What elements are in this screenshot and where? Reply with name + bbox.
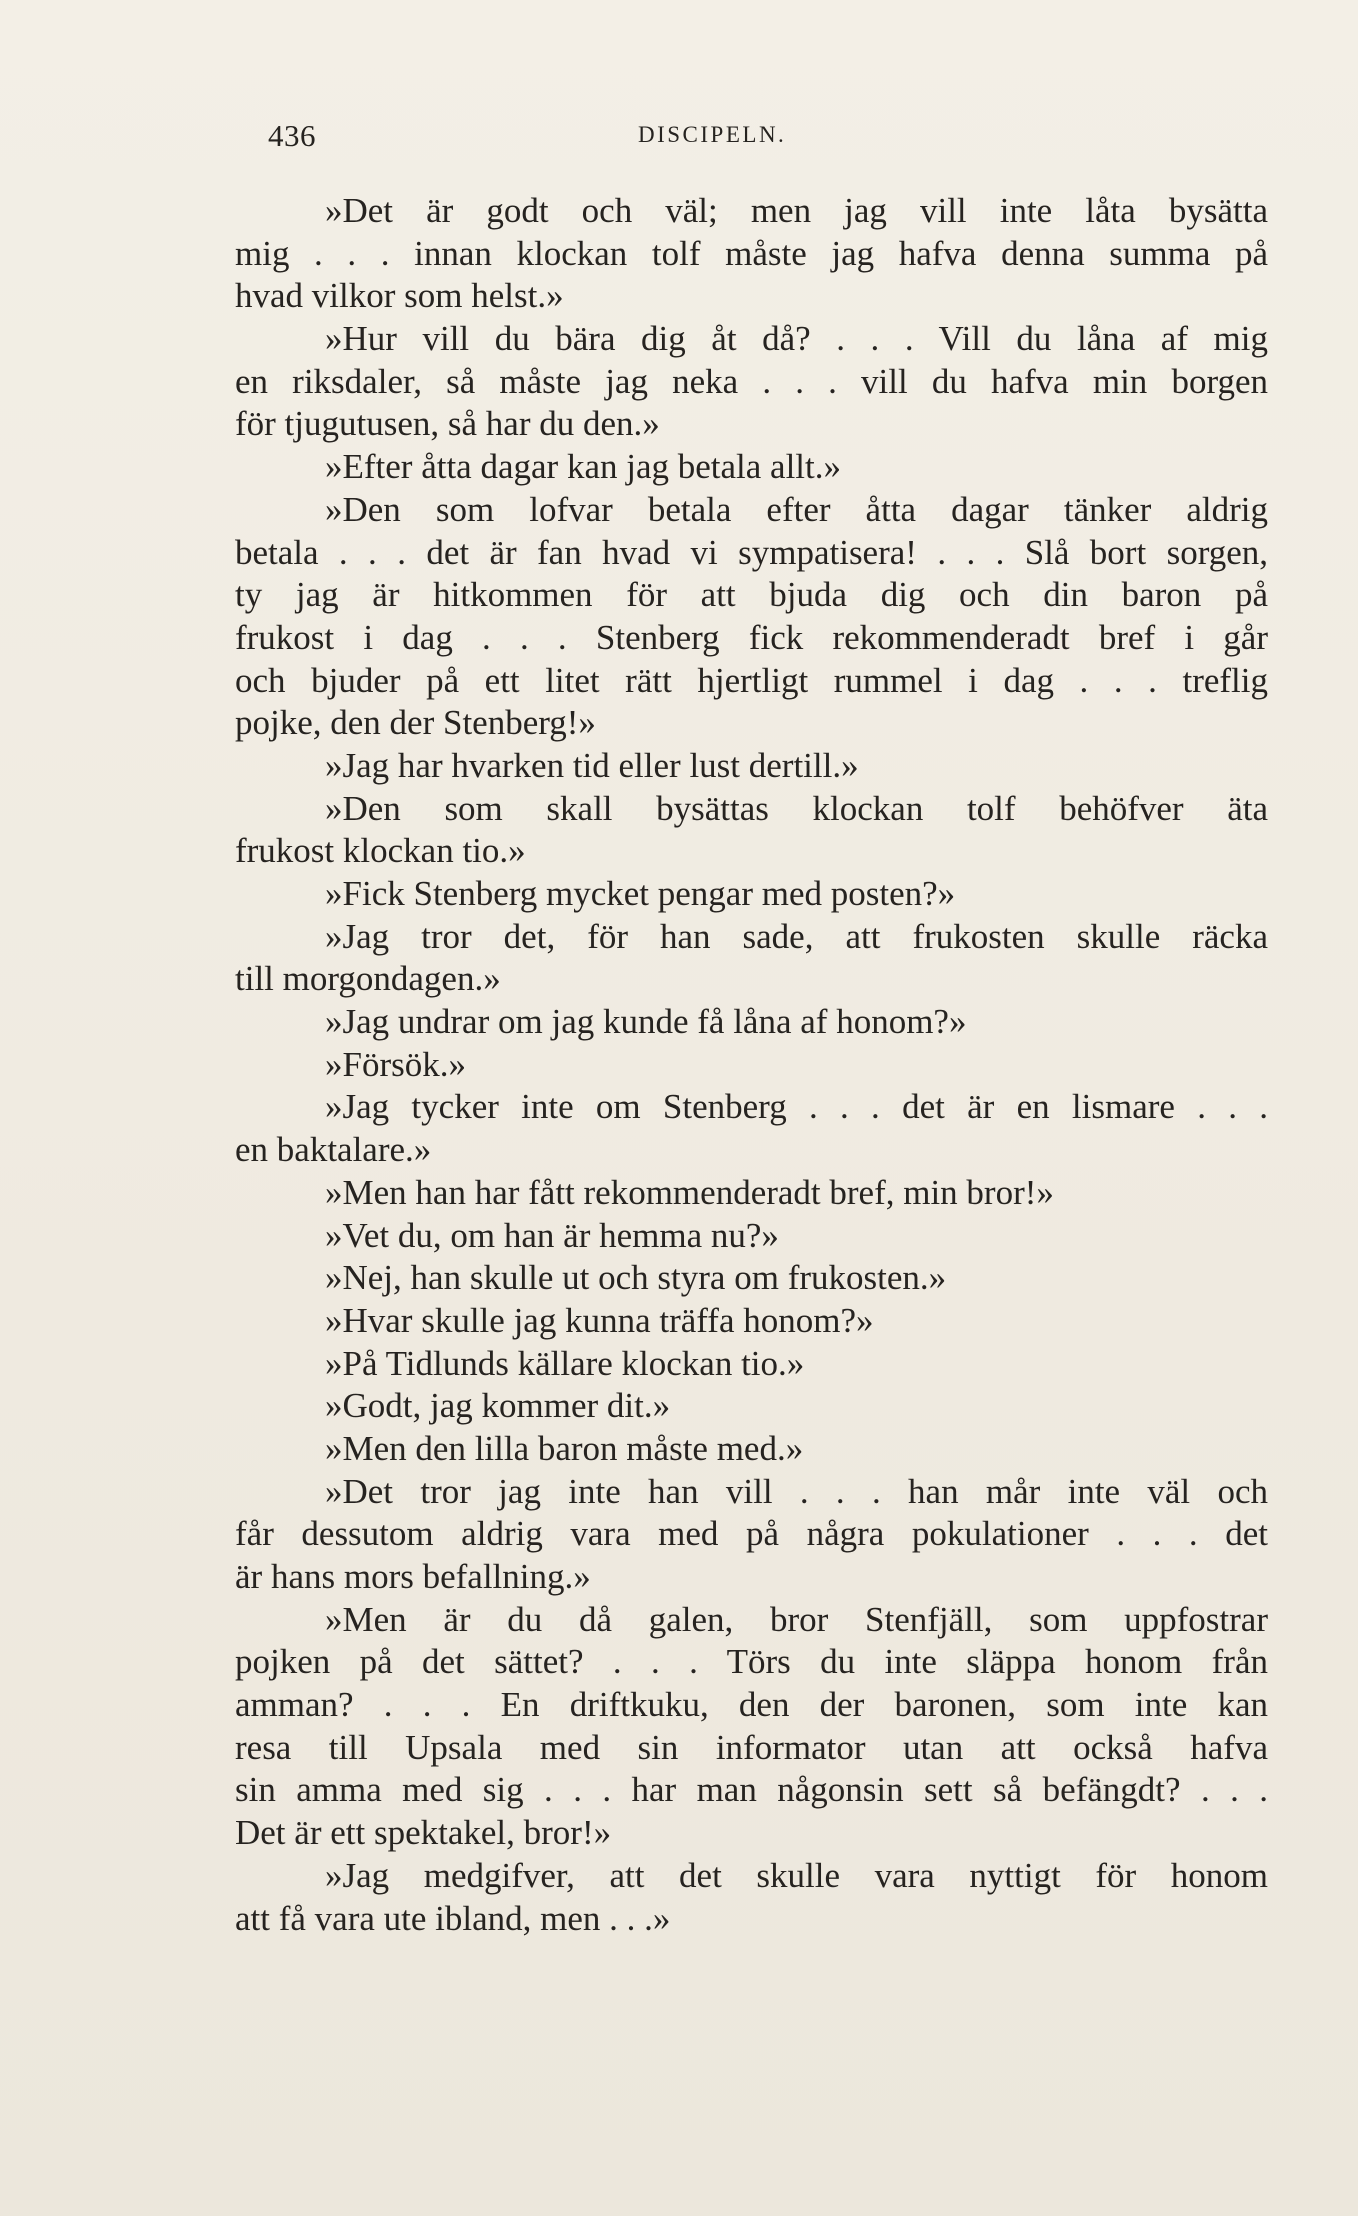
text-line: för tjugutusen, så har du den.» — [235, 404, 660, 444]
text-line: »Hur vill du bära dig åt då? . . . Vill du låna af mig — [325, 319, 1268, 359]
text-line: sin amma med sig . . . har man någonsin sett så befängdt? . . . — [235, 1770, 1268, 1810]
text-line: frukost klockan tio.» — [235, 831, 526, 871]
text-line: hvad vilkor som helst.» — [235, 276, 564, 316]
text-line: pojken på det sättet? . . . Törs du inte släppa honom från — [235, 1642, 1268, 1682]
text-line: »Det tror jag inte han vill . . . han mår inte väl och — [325, 1471, 1268, 1511]
text-line: »Jag medgifver, att det skulle vara nyttigt för honom — [325, 1855, 1268, 1895]
text-line: »På Tidlunds källare klockan tio.» — [325, 1343, 805, 1383]
text-line: till morgondagen.» — [235, 959, 501, 999]
text-line: och bjuder på ett litet rätt hjertligt rummel i dag . . . treflig — [235, 660, 1268, 700]
text-line: »Jag tror det, för han sade, att frukosten skulle räcka — [325, 916, 1268, 956]
text-line: en riksdaler, så måste jag neka . . . vill du hafva min borgen — [235, 361, 1268, 401]
text-line: »Den som skall bysättas klockan tolf behöfver äta — [325, 788, 1268, 828]
page-number: 436 — [268, 118, 316, 153]
text-line: betala . . . det är fan hvad vi sympatisera! . . . Slå bort sorgen, — [235, 532, 1268, 572]
text-line: »Jag har hvarken tid eller lust dertill.» — [325, 745, 859, 785]
text-line: »Det är godt och väl; men jag vill inte låta bysätta — [325, 191, 1268, 230]
text-line: ty jag är hitkommen för att bjuda dig och din baron på — [235, 575, 1268, 615]
text-line: amman? . . . En driftkuku, den der baronen, som inte kan — [235, 1685, 1268, 1725]
running-head: DISCIPELN. — [638, 122, 787, 147]
text-line: »Men han har fått rekommenderadt bref, min bror!» — [325, 1172, 1054, 1212]
page-header — [268, 118, 848, 162]
text-line: en baktalare.» — [235, 1130, 432, 1170]
text-line: »Försök.» — [325, 1044, 466, 1084]
text-line: får dessutom aldrig vara med på några pokulationer . . . det — [235, 1514, 1268, 1554]
text-line: mig . . . innan klockan tolf måste jag hafva denna summa på — [235, 233, 1268, 273]
text-line: »Men är du då galen, bror Stenfjäll, som uppfostrar — [325, 1599, 1268, 1639]
text-line: är hans mors befallning.» — [235, 1557, 591, 1596]
text-line: »Hvar skulle jag kunna träffa honom?» — [325, 1300, 874, 1340]
text-line: »Fick Stenberg mycket pengar med posten?» — [325, 874, 956, 913]
text-line: »Den som lofvar betala efter åtta dagar tänker aldrig — [325, 489, 1268, 529]
text-line: pojke, den der Stenberg!» — [235, 703, 596, 743]
text-line: frukost i dag . . . Stenberg fick rekommenderadt bref i går — [235, 617, 1268, 657]
text-line: »Jag undrar om jag kunde få låna af honom?» — [325, 1002, 967, 1042]
text-line: »Nej, han skulle ut och styra om frukosten.» — [325, 1258, 947, 1298]
text-line: »Vet du, om han är hemma nu?» — [325, 1215, 779, 1255]
body-text — [235, 190, 1268, 1940]
text-line: resa till Upsala med sin informator utan att också hafva — [235, 1727, 1268, 1767]
text-line: »Men den lilla baron måste med.» — [325, 1428, 804, 1468]
text-line: »Efter åtta dagar kan jag betala allt.» — [325, 447, 841, 487]
text-line: Det är ett spektakel, bror!» — [235, 1813, 612, 1853]
text-line: »Godt, jag kommer dit.» — [325, 1386, 671, 1426]
text-line: »Jag tycker inte om Stenberg . . . det är en lismare . . . — [325, 1087, 1268, 1127]
text-line: att få vara ute ibland, men . . .» — [235, 1898, 671, 1938]
